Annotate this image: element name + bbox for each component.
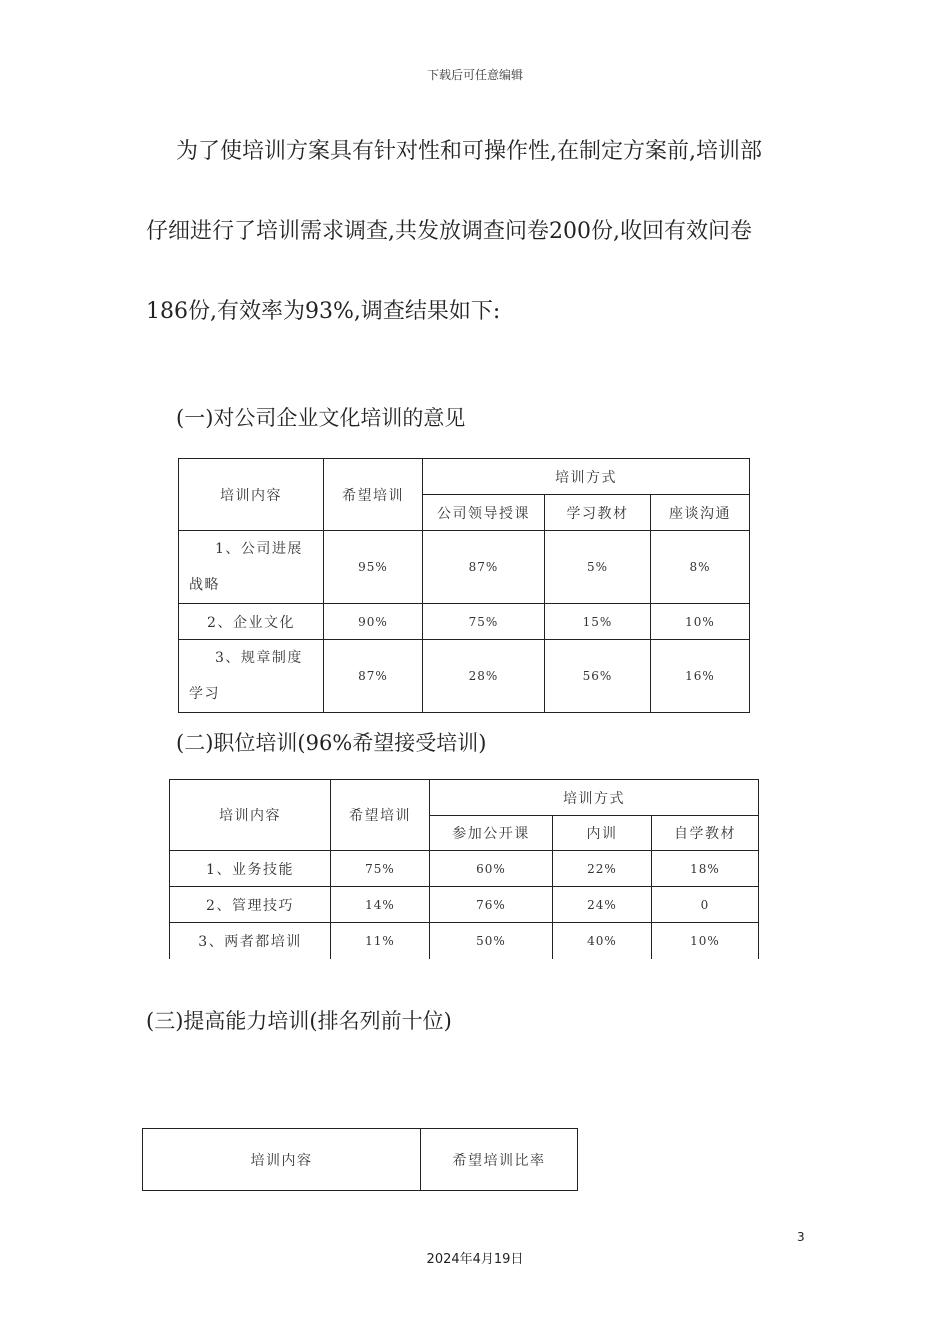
hope-value: 87%	[324, 640, 423, 713]
ability-training-table	[142, 1128, 578, 1191]
culture-training-table	[178, 458, 750, 713]
col-header-hope: 希望培训	[324, 459, 423, 531]
cell-value: 76%	[430, 887, 553, 923]
row-label: 3、规章制度 学习	[179, 640, 324, 713]
intro-line-2: 仔细进行了培训需求调查,共发放调查问卷200份,收回有效问卷	[146, 219, 752, 244]
method-header: 学习教材	[545, 495, 651, 531]
col-header-content: 培训内容	[179, 459, 324, 531]
table-row	[170, 851, 759, 887]
section1-heading: (一)对公司企业文化培训的意见	[176, 406, 466, 430]
footer-date: 2024年4月19日	[426, 1252, 524, 1267]
cell-value: 75%	[423, 604, 545, 640]
row-label: 2、企业文化	[179, 604, 324, 640]
method-header: 参加公开课	[430, 816, 553, 851]
cell-value: 22%	[553, 851, 652, 887]
col-header-method: 培训方式	[430, 780, 759, 816]
intro-line-1: 为了使培训方案具有针对性和可操作性,在制定方案前,培训部	[176, 139, 762, 164]
hope-value: 90%	[324, 604, 423, 640]
table-row	[179, 640, 750, 713]
cell-value: 40%	[553, 923, 652, 959]
cell-value: 5%	[545, 531, 651, 604]
cell-value: 18%	[652, 851, 759, 887]
cell-value: 24%	[553, 887, 652, 923]
cell-value: 87%	[423, 531, 545, 604]
cell-value: 10%	[651, 604, 750, 640]
intro-line-3: 186份,有效率为93%,调查结果如下:	[146, 299, 501, 324]
table-row	[179, 604, 750, 640]
col-header-method: 培训方式	[423, 459, 750, 495]
col-header-hope: 希望培训	[331, 780, 430, 851]
position-training-table	[169, 779, 759, 959]
table-row	[170, 887, 759, 923]
row-label: 2、管理技巧	[170, 887, 331, 923]
table-row	[170, 923, 759, 959]
cell-value: 10%	[652, 923, 759, 959]
page-header: 下载后可任意编辑	[426, 68, 523, 82]
cell-value: 28%	[423, 640, 545, 713]
method-header: 自学教材	[652, 816, 759, 851]
cell-value: 16%	[651, 640, 750, 713]
cell-value: 50%	[430, 923, 553, 959]
hope-value: 14%	[331, 887, 430, 923]
col-header-ratio: 希望培训比率	[421, 1129, 578, 1191]
method-header: 内训	[553, 816, 652, 851]
cell-value: 0	[652, 887, 759, 923]
page-number: 3	[797, 1230, 805, 1244]
method-header: 座谈沟通	[651, 495, 750, 531]
cell-value: 8%	[651, 531, 750, 604]
hope-value: 95%	[324, 531, 423, 604]
row-label: 1、公司进展 战略	[179, 531, 324, 604]
section3-heading: (三)提高能力培训(排名列前十位)	[146, 1009, 452, 1033]
intro-paragraph	[146, 112, 826, 352]
hope-value: 75%	[331, 851, 430, 887]
table-row	[179, 531, 750, 604]
hope-value: 11%	[331, 923, 430, 959]
method-header: 公司领导授课	[423, 495, 545, 531]
row-label: 3、两者都培训	[170, 923, 331, 959]
col-header-content: 培训内容	[143, 1129, 421, 1191]
cell-value: 15%	[545, 604, 651, 640]
cell-value: 56%	[545, 640, 651, 713]
section2-heading: (二)职位培训(96%希望接受培训)	[176, 731, 487, 755]
row-label: 1、业务技能	[170, 851, 331, 887]
cell-value: 60%	[430, 851, 553, 887]
col-header-content: 培训内容	[170, 780, 331, 851]
